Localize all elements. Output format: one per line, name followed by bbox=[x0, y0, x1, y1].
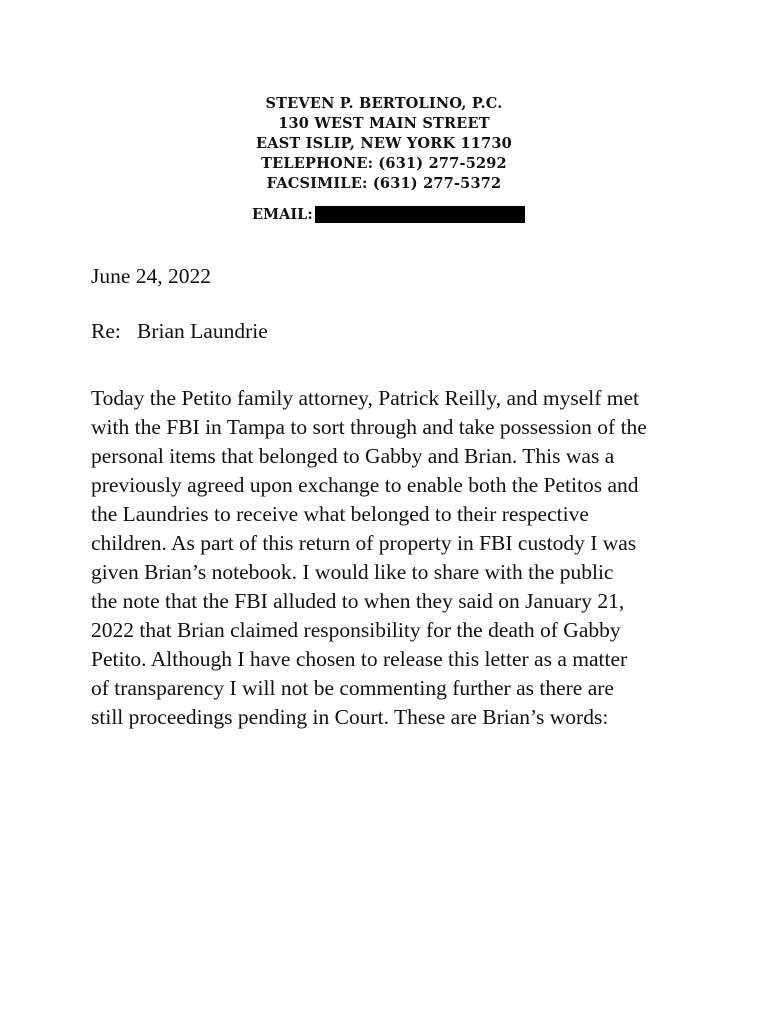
body-line: previously agreed upon exchange to enable both the Petitos and bbox=[91, 473, 639, 497]
body-line: still proceedings pending in Court. These are Brian’s words: bbox=[91, 705, 609, 729]
body-line: the Laundries to receive what belonged to their respective bbox=[91, 502, 589, 526]
body-line: children. As part of this return of property in FBI custody I was bbox=[91, 531, 637, 555]
body-line: 2022 that Brian claimed responsibility for the death of Gabby bbox=[91, 618, 621, 642]
body-line: of transparency I will not be commenting further as there are bbox=[91, 676, 614, 700]
letter-date: June 24, 2022 bbox=[91, 264, 212, 288]
body-line: Petito. Although I have chosen to release this letter as a matter bbox=[91, 647, 628, 671]
subject-text: Brian Laundrie bbox=[137, 319, 268, 343]
email-line bbox=[252, 204, 525, 224]
redaction-bar bbox=[315, 206, 525, 223]
body-line: given Brian’s notebook. I would like to share with the public bbox=[91, 560, 614, 584]
body-line: the note that the FBI alluded to when they said on January 21, bbox=[91, 589, 625, 613]
body-line: with the FBI in Tampa to sort through and take possession of the bbox=[91, 415, 647, 439]
body-line: Today the Petito family attorney, Patrick Reilly, and myself met bbox=[91, 386, 640, 410]
facsimile-line: FACSIMILE: (631) 277-5372 bbox=[266, 175, 502, 192]
subject-line bbox=[91, 319, 268, 344]
letter-body bbox=[91, 384, 711, 732]
email-label: EMAIL: bbox=[252, 205, 313, 223]
telephone-line: TELEPHONE: (631) 277-5292 bbox=[261, 155, 507, 172]
letterhead bbox=[0, 94, 768, 194]
subject-label: Re: bbox=[91, 319, 121, 343]
street-address: 130 WEST MAIN STREET bbox=[278, 115, 490, 132]
city-state-zip: EAST ISLIP, NEW YORK 11730 bbox=[256, 135, 512, 152]
firm-name: STEVEN P. BERTOLINO, P.C. bbox=[265, 95, 503, 112]
body-line: personal items that belonged to Gabby and Brian. This was a bbox=[91, 444, 615, 468]
